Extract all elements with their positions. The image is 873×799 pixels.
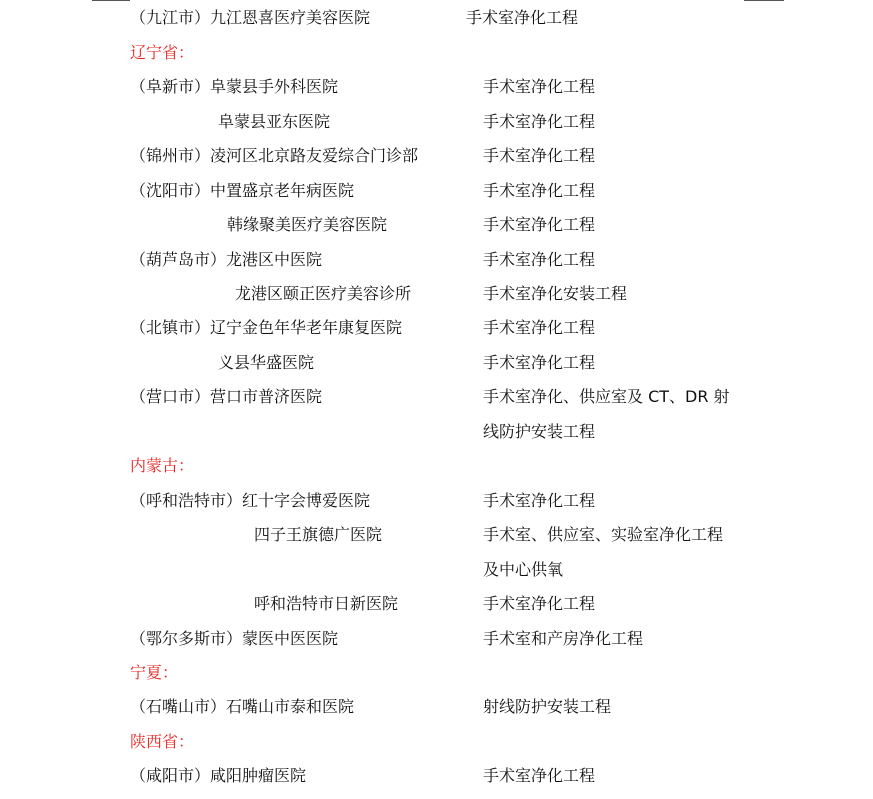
city-label: （营口市）: [130, 387, 211, 406]
list-item: [130, 766, 306, 786]
project-label: 手术室净化、供应室及 CT、DR 射: [483, 387, 730, 406]
hospital-name: 红十字会博爱医院: [242, 491, 371, 510]
hospital-name: 蒙医中医医院: [242, 629, 339, 648]
project-label: 手术室净化工程: [483, 766, 596, 785]
list-item: [130, 77, 338, 97]
hospital-name: 呼和浩特市日新医院: [254, 594, 399, 613]
hospital-name: 营口市普济医院: [210, 387, 323, 406]
city-label: （石嘴山市）: [130, 697, 227, 716]
list-item: [130, 181, 354, 201]
project-label: 手术室净化工程: [483, 250, 596, 269]
city-label: （北镇市）: [130, 318, 211, 337]
province-heading: 陕西省：: [130, 732, 195, 751]
hospital-name: 龙港区中医院: [226, 250, 323, 269]
hospital-name: 阜蒙县亚东医院: [218, 112, 331, 131]
city-label: （咸阳市）: [130, 766, 211, 785]
city-label: （呼和浩特市）: [130, 491, 243, 510]
city-label: （锦州市）: [130, 146, 211, 165]
project-label: 手术室净化工程: [483, 112, 596, 131]
hospital-name: 韩缘聚美医疗美容医院: [227, 215, 388, 234]
hospital-name: 咸阳肿瘤医院: [210, 766, 307, 785]
city-label: （鄂尔多斯市）: [130, 629, 243, 648]
province-heading: 宁夏：: [130, 663, 179, 682]
city-label: （沈阳市）: [130, 181, 211, 200]
list-item: [130, 629, 338, 649]
hospital-name: 九江恩喜医疗美容医院: [210, 8, 371, 27]
project-label: 手术室净化工程: [483, 146, 596, 165]
project-label: 手术室净化工程: [466, 8, 579, 27]
list-item: [130, 387, 322, 407]
project-label-continued: 及中心供氧: [483, 560, 564, 579]
list-item: [130, 697, 354, 717]
province-heading: 内蒙古：: [130, 456, 195, 475]
project-label: 手术室净化工程: [483, 181, 596, 200]
hospital-name: 四子王旗德广医院: [254, 525, 383, 544]
hospital-name: 龙港区颐正医疗美容诊所: [235, 284, 412, 303]
list-item: [130, 318, 402, 338]
page-margin-mark-right: [744, 0, 784, 1]
project-label: 射线防护安装工程: [483, 697, 612, 716]
project-label: 手术室净化工程: [483, 353, 596, 372]
city-label: （阜新市）: [130, 77, 211, 96]
page-margin-mark-left: [92, 0, 130, 1]
list-item: [130, 8, 370, 28]
city-label: （葫芦岛市）: [130, 250, 227, 269]
project-label: 手术室、供应室、实验室净化工程: [483, 525, 724, 544]
project-label: 手术室净化工程: [483, 77, 596, 96]
hospital-name: 辽宁金色年华老年康复医院: [210, 318, 403, 337]
project-label: 手术室净化工程: [483, 215, 596, 234]
list-item: [130, 250, 322, 270]
province-heading: 辽宁省：: [130, 43, 195, 62]
project-label: 手术室净化安装工程: [483, 284, 628, 303]
project-label-continued: 线防护安装工程: [483, 422, 596, 441]
hospital-name: 凌河区北京路友爱综合门诊部: [210, 146, 419, 165]
city-label: （九江市）: [130, 8, 211, 27]
project-label: 手术室净化工程: [483, 318, 596, 337]
hospital-name: 义县华盛医院: [218, 353, 315, 372]
project-label: 手术室净化工程: [483, 594, 596, 613]
project-label: 手术室净化工程: [483, 491, 596, 510]
hospital-name: 中置盛京老年病医院: [210, 181, 355, 200]
hospital-name: 阜蒙县手外科医院: [210, 77, 339, 96]
list-item: [130, 146, 418, 166]
hospital-name: 石嘴山市泰和医院: [226, 697, 355, 716]
list-item: [130, 491, 370, 511]
project-label: 手术室和产房净化工程: [483, 629, 644, 648]
